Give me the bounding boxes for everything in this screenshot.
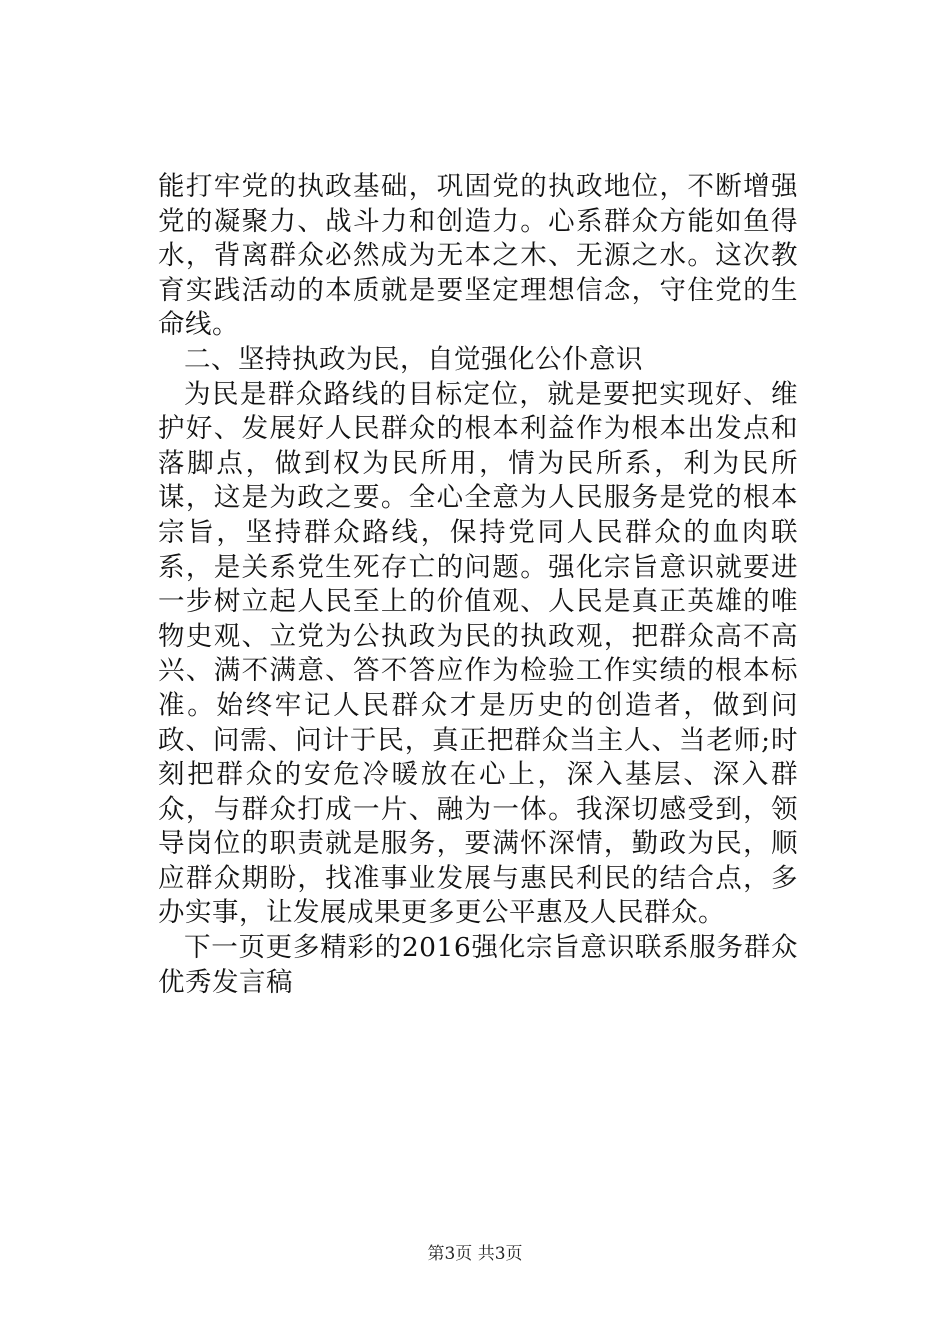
section-heading: 二、坚持执政为民，自觉强化公仆意识 [184, 343, 643, 375]
paragraph-body: 为民是群众路线的目标定位，就是要把实现好、维护好、发展好人民群众的根本利益作为根本出发点和落脚点，做到权为民所用，情为民所系，利为民所谋，这是为政之要。全心全意为人民服务是党的根本宗旨，坚持群众路线，保持党同人民群众的血肉联系，是关系党生死存亡的问题。强化宗旨意识就要进一步树立起人民至上的价值观、人民是真正英雄的唯物史观、立党为公执政为民的执政观，把群众高不高兴、满不满意、答不答应作为检验工作实绩的根本标准。始终牢记人民群众才是历史的创造者，做到问政、问需、问计于民，真正把群众当主人、当老师;时刻把群众的安危冷暖放在心上，深入基层、深入群众，与群众打成一片、融为一体。我深切感受到，领导岗位的职责就是服务，要满怀深情，勤政为民，顺应群众期盼，找准事业发展与惠民利民的结合点，多办实事，让发展成果更多更公平惠及人民群众。 [158, 378, 798, 929]
page-footer: 第3页 共3页 [427, 1244, 523, 1264]
paragraph-continuation: 能打牢党的执政基础，巩固党的执政地位，不断增强党的凝聚力、战斗力和创造力。心系群众方能如鱼得水，背离群众必然成为无本之木、无源之水。这次教育实践活动的本质就是要坚定理想信念，守住党的生命线。 [158, 171, 798, 341]
next-page-link-text[interactable]: 下一页更多精彩的2016强化宗旨意识联系服务群众优秀发言稿 [158, 932, 798, 998]
document-body [158, 170, 798, 1000]
